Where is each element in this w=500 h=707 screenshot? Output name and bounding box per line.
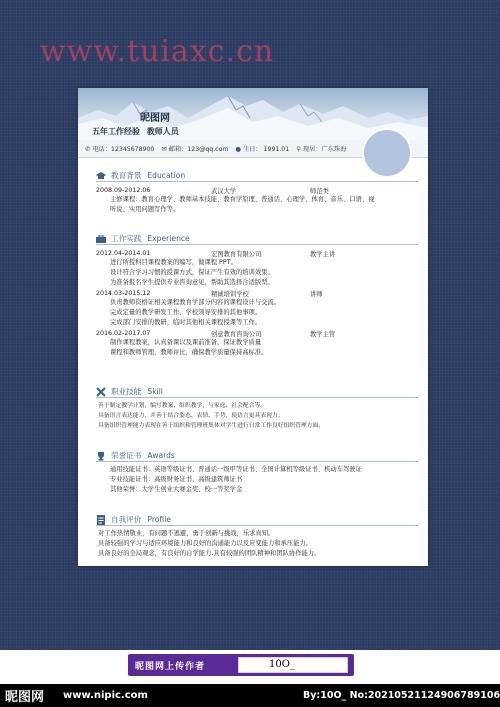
skills-title-en: Skill: [147, 387, 163, 396]
uploader-label: 昵图网上传作者: [135, 662, 206, 672]
skills-title-zh: 职业技能: [111, 387, 142, 396]
skills-header: [96, 386, 418, 398]
tools-icon: [96, 387, 106, 397]
profile-section: [96, 514, 418, 559]
job-line: 制作课程教案，认真备课以及课前准备，保证教学质量: [110, 339, 262, 346]
skill-line: 善于制定教学计划、编写教案，组织教学、与家庭、社会配合等。: [98, 403, 267, 409]
job-row: [96, 288, 418, 298]
mail-icon: ✉: [161, 144, 167, 153]
education-title-en: Education: [147, 171, 186, 180]
site-url-link[interactable]: www.nipic.com: [63, 690, 148, 701]
resume-name: 昵图网: [140, 113, 170, 124]
job-line: 为准备报名学生提供专业咨询意见，帮助其选择合适版型。: [110, 279, 274, 286]
job-dates: 2016.02-2017.07: [96, 329, 151, 337]
work-title-en: Experience: [147, 234, 190, 243]
work-title-zh: 工作实践: [111, 234, 142, 243]
awards-title-en: Awards: [147, 451, 175, 460]
phone-icon: ✆: [85, 144, 91, 153]
profile-line: 对工作热情敬业，有问题不逃避，勇于创新与挑战，乐求真知。: [98, 530, 275, 537]
job-company: 精诚培训学校: [211, 290, 249, 298]
awards-section: [96, 450, 418, 495]
contact-birthday: [235, 144, 289, 153]
job-title: 教学主讲: [310, 250, 336, 258]
contact-phone: [85, 144, 154, 153]
award-line: 其他荣誉：大学生创业大赛金奖、校一等奖学金: [110, 486, 243, 493]
contact-birthday-text: 生日： 1991.01: [243, 146, 290, 153]
education-line: 听说、实用问题写作等。: [110, 206, 180, 213]
education-section: [96, 170, 418, 215]
job-company: 创意教育咨询公司: [211, 330, 262, 338]
job-line: 进行所授科目课程教案的编写，做课程 PPT。: [110, 259, 237, 266]
education-dates: 2008.09-2012.06: [96, 186, 151, 194]
award-line: 通用技能证书：英语等级证书、普通话一级甲等证书、全国计算机等级证书、机动车驾驶证: [110, 466, 362, 473]
education-major: 师范类: [310, 187, 329, 195]
graduation-cap-icon: [96, 171, 106, 181]
skills-section: [96, 386, 418, 431]
image-id: By:10O_ No:20210521124906789106: [303, 690, 500, 701]
job-row: [96, 328, 418, 338]
work-section: [96, 233, 418, 358]
job-title: 讲师: [310, 290, 323, 298]
location-icon: ⚲: [296, 144, 301, 153]
job-line: 课程和教师管理，教师评比，确保教学质量保持高标准。: [110, 349, 268, 356]
uploader-name[interactable]: 10O_: [238, 657, 348, 673]
job-role: 教师人员: [146, 127, 179, 136]
document-icon: [96, 515, 106, 525]
profile-line: 具备良好的全局观念，有良好的自学能力,具有较强的团队精神和团队协作能力。: [98, 550, 321, 557]
contact-location-text: 现居：广东珠海: [302, 146, 347, 153]
profile-title-zh: 自我评价: [111, 515, 142, 524]
job-row: [96, 248, 418, 258]
job-dates: 2014.03-2015.12: [96, 289, 151, 297]
contact-location: [296, 144, 346, 153]
briefcase-icon: [96, 234, 106, 244]
awards-header: [96, 450, 418, 462]
education-header: [96, 170, 418, 182]
skill-line: 具备语言表达能力，并善于结合姿态、表情、手势，使语言更具表现力；: [98, 413, 284, 419]
user-icon: ●: [235, 144, 242, 153]
watermark-text: www.tuiaxc.cn: [40, 34, 275, 69]
education-school: 武汉大学: [211, 187, 237, 195]
profile-line: 具备较强的学习与适应环境能力和良好的沟通能力以及应变能力和承压能力。: [98, 540, 313, 547]
site-logo[interactable]: 昵图网: [5, 690, 45, 705]
education-row: [96, 185, 418, 195]
work-header: [96, 233, 418, 245]
contact-email: [161, 144, 228, 153]
education-line: 主修课程：教育心理学、教师基本技能、教育学原理、普通话、心理学、体育、音乐、口语、视: [110, 196, 375, 203]
skill-line: 具备组织管理能力表现在善于组织和管理班集体对学生进行日常工作良好组织管理方面。: [98, 423, 325, 429]
job-line: 负责教师资格证相关课程教育学部分内容的课程设计与交流。: [110, 299, 281, 306]
experience-years: 五年工作经验: [92, 127, 140, 136]
award-line: 专业技能证书：高级财务证书、高级建筑师证书: [110, 476, 243, 483]
job-company: 宏图教育有限公司: [211, 250, 262, 258]
resume-subtitle: [92, 126, 183, 137]
profile-header: [96, 514, 418, 526]
job-line: 完成部门安排的教研、临时其他相关课程授课等工作。: [110, 319, 262, 326]
job-line: 完成定量的教学研发工作、学校领导安排的其他事项。: [110, 309, 262, 316]
awards-title-zh: 荣誉证书: [111, 451, 142, 460]
contact-phone-text: 电话：12345678900: [92, 146, 155, 153]
job-title: 教学主管: [310, 330, 336, 338]
contact-email-text: 邮箱：123@qq.com: [168, 146, 229, 153]
job-line: 设计符合学习习惯的授课方式，保证产生有效的培训效果。: [110, 269, 274, 276]
profile-title-en: Profile: [147, 515, 171, 524]
job-dates: 2012.04-2014.01: [96, 249, 151, 257]
trophy-icon: [96, 451, 106, 461]
resume-page: [78, 88, 428, 566]
education-title-zh: 教育背景: [111, 171, 142, 180]
